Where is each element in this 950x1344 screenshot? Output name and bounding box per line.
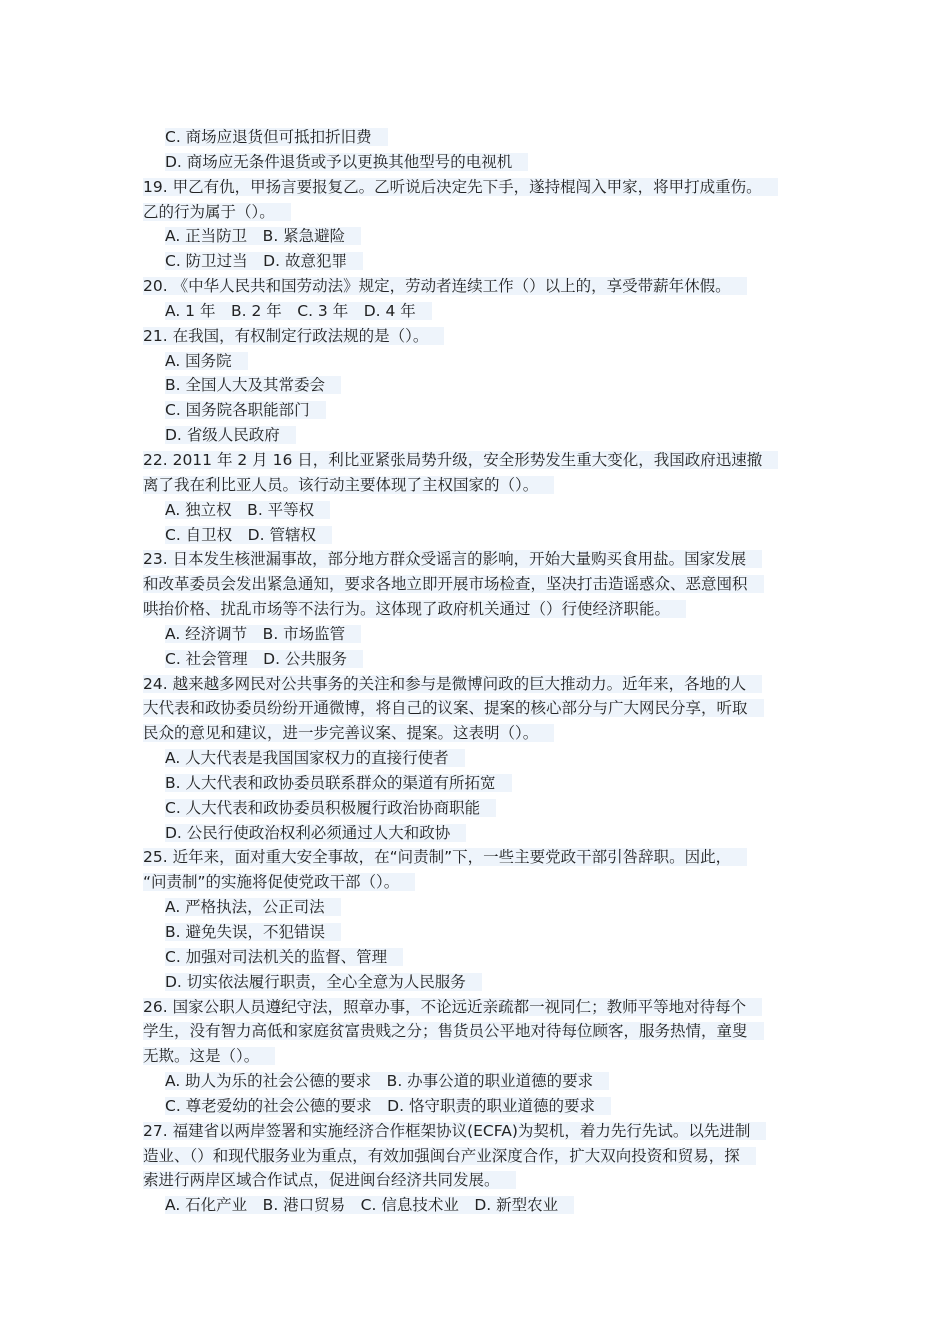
- answer-option-line: [143, 821, 833, 846]
- question-text-line: [143, 597, 833, 622]
- line-text: C. 自卫权 D. 管辖权: [165, 526, 332, 544]
- answer-option-line: [143, 1069, 833, 1094]
- question-text-line: [143, 324, 833, 349]
- line-text: C. 商场应退货但可抵扣折旧费: [165, 128, 388, 146]
- answer-option-line: [143, 1094, 833, 1119]
- line-text: C. 人大代表和政协委员积极履行政治协商职能: [165, 799, 496, 817]
- line-text: 27. 福建省以两岸签署和实施经济合作框架协议(ECFA)为契机，着力先行先试。以先进制: [143, 1122, 766, 1140]
- question-text-line: [143, 696, 833, 721]
- line-text: A. 经济调节 B. 市场监管: [165, 625, 361, 643]
- answer-option-line: [143, 249, 833, 274]
- answer-option-line: [143, 523, 833, 548]
- question-text-line: [143, 1019, 833, 1044]
- question-text-line: [143, 1144, 833, 1169]
- question-text-line: [143, 274, 833, 299]
- line-text: “问责制”的实施将促使党政干部（）。: [143, 873, 415, 891]
- question-text-line: [143, 672, 833, 697]
- line-text: 离了我在利比亚人员。该行动主要体现了主权国家的（）。: [143, 476, 554, 494]
- line-text: 19. 甲乙有仇，甲扬言要报复乙。乙听说后决定先下手，遂持棍闯入甲家，将甲打成重伤。: [143, 178, 778, 196]
- answer-option-line: [143, 373, 833, 398]
- line-text: 20. 《中华人民共和国劳动法》规定，劳动者连续工作（）以上的，享受带薪年休假。: [143, 277, 747, 295]
- line-text: B. 人大代表和政协委员联系群众的渠道有所拓宽: [165, 774, 512, 792]
- line-text: 21. 在我国，有权制定行政法规的是（）。: [143, 327, 444, 345]
- line-text: B. 全国人大及其常委会: [165, 376, 341, 394]
- line-text: 索进行两岸区域合作试点，促进闽台经济共同发展。: [143, 1171, 516, 1189]
- line-text: D. 公民行使政治权利必须通过人大和政协: [165, 824, 466, 842]
- answer-option-line: [143, 945, 833, 970]
- question-text-line: [143, 845, 833, 870]
- line-text: B. 避免失误，不犯错误: [165, 923, 341, 941]
- line-text: A. 助人为乐的社会公德的要求 B. 办事公道的职业道德的要求: [165, 1072, 609, 1090]
- question-text-line: [143, 1119, 833, 1144]
- answer-option-line: [143, 920, 833, 945]
- line-text: C. 国务院各职能部门: [165, 401, 326, 419]
- line-text: 24. 越来越多网民对公共事务的关注和参与是微博问政的巨大推动力。近年来，各地的人: [143, 675, 762, 693]
- line-text: C. 社会管理 D. 公共服务: [165, 650, 363, 668]
- question-text-line: [143, 175, 833, 200]
- answer-option-line: [143, 970, 833, 995]
- line-text: D. 切实依法履行职责，全心全意为人民服务: [165, 973, 482, 991]
- answer-option-line: [143, 647, 833, 672]
- line-text: A. 严格执法，公正司法: [165, 898, 341, 916]
- line-text: 哄抬价格、扰乱市场等不法行为。这体现了政府机关通过（）行使经济职能。: [143, 600, 686, 618]
- question-text-line: [143, 572, 833, 597]
- answer-option-line: [143, 224, 833, 249]
- question-text-line: [143, 721, 833, 746]
- line-text: 大代表和政协委员纷纷开通微博，将自己的议案、提案的核心部分与广大网民分享，听取: [143, 699, 764, 717]
- line-text: A. 独立权 B. 平等权: [165, 501, 330, 519]
- question-list: [143, 125, 833, 1218]
- line-text: A. 人大代表是我国国家权力的直接行使者: [165, 749, 465, 767]
- answer-option-line: [143, 746, 833, 771]
- answer-option-line: [143, 771, 833, 796]
- line-text: C. 加强对司法机关的监督、管理: [165, 948, 403, 966]
- line-text: 乙的行为属于（）。: [143, 203, 291, 221]
- question-text-line: [143, 547, 833, 572]
- line-text: D. 省级人民政府: [165, 426, 296, 444]
- line-text: C. 尊老爱幼的社会公德的要求 D. 恪守职责的职业道德的要求: [165, 1097, 611, 1115]
- line-text: A. 1 年 B. 2 年 C. 3 年 D. 4 年: [165, 302, 432, 320]
- line-text: 造业、（）和现代服务业为重点，有效加强闽台产业深度合作，扩大双向投资和贸易，探: [143, 1147, 756, 1165]
- question-text-line: [143, 448, 833, 473]
- question-text-line: [143, 870, 833, 895]
- question-text-line: [143, 473, 833, 498]
- answer-option-line: [143, 1193, 833, 1218]
- line-text: A. 石化产业 B. 港口贸易 C. 信息技术业 D. 新型农业: [165, 1196, 574, 1214]
- line-text: 学生，没有智力高低和家庭贫富贵贱之分；售货员公平地对待每位顾客，服务热情，童叟: [143, 1022, 764, 1040]
- question-text-line: [143, 200, 833, 225]
- answer-option-line: [143, 895, 833, 920]
- answer-option-line: [143, 150, 833, 175]
- question-text-line: [143, 995, 833, 1020]
- answer-option-line: [143, 622, 833, 647]
- answer-option-line: [143, 349, 833, 374]
- line-text: C. 防卫过当 D. 故意犯罪: [165, 252, 363, 270]
- answer-option-line: [143, 125, 833, 150]
- question-text-line: [143, 1044, 833, 1069]
- line-text: 民众的意见和建议，进一步完善议案、提案。这表明（）。: [143, 724, 554, 742]
- answer-option-line: [143, 299, 833, 324]
- line-text: A. 国务院: [165, 352, 248, 370]
- line-text: 无欺。这是（）。: [143, 1047, 275, 1065]
- line-text: 23. 日本发生核泄漏事故，部分地方群众受谣言的影响，开始大量购买食用盐。国家发展: [143, 550, 762, 568]
- answer-option-line: [143, 423, 833, 448]
- answer-option-line: [143, 398, 833, 423]
- line-text: 26. 国家公职人员遵纪守法，照章办事，不论远近亲疏都一视同仁；教师平等地对待每个: [143, 998, 762, 1016]
- question-text-line: [143, 1168, 833, 1193]
- answer-option-line: [143, 796, 833, 821]
- answer-option-line: [143, 498, 833, 523]
- line-text: 和改革委员会发出紧急通知，要求各地立即开展市场检查，坚决打击造谣惑众、恶意囤积: [143, 575, 764, 593]
- line-text: 22. 2011 年 2 月 16 日，利比亚紧张局势升级，安全形势发生重大变化，我国政府迅速撤: [143, 451, 778, 469]
- line-text: A. 正当防卫 B. 紧急避险: [165, 227, 361, 245]
- line-text: D. 商场应无条件退货或予以更换其他型号的电视机: [165, 153, 528, 171]
- line-text: 25. 近年来，面对重大安全事故，在“问责制”下，一些主要党政干部引咎辞职。因此，: [143, 848, 747, 866]
